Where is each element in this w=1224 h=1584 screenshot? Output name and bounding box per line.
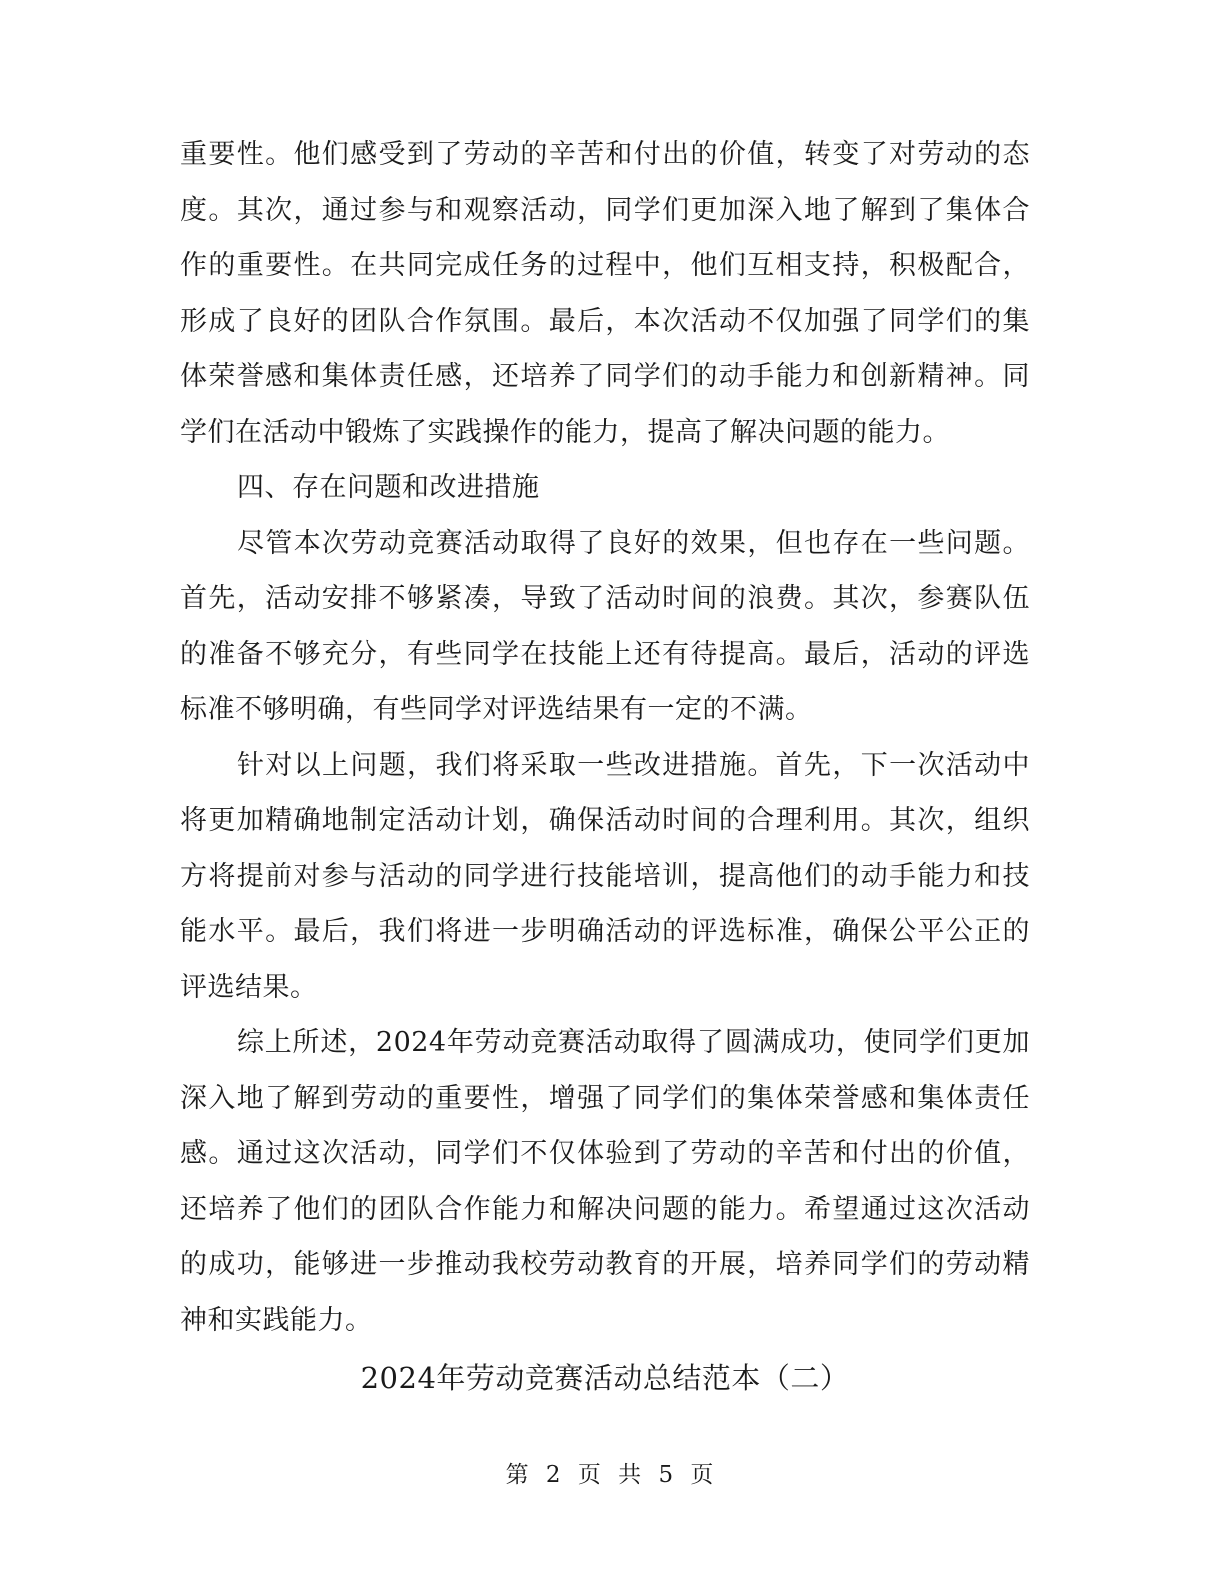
- paragraph-improvements: 针对以上问题，我们将采取一些改进措施。首先，下一次活动中将更加精确地制定活动计划，确保活动时间的合理利用。其次，组织方将提前对参与活动的同学进行技能培训，提高他们的动手能力和技能水平。最后，我们将进一步明确活动的评选标准，确保公平公正的评选结果。: [180, 749, 1030, 1003]
- section-title: 2024年劳动竞赛活动总结范本（二）: [360, 1361, 850, 1395]
- document-body: [180, 127, 1030, 1408]
- paragraph-problems: 尽管本次劳动竞赛活动取得了良好的效果，但也存在一些问题。首先，活动安排不够紧凑，导致了活动时间的浪费。其次，参赛队伍的准备不够充分，有些同学在技能上还有待提高。最后，活动的评选标准不够明确，有些同学对评选结果有一定的不满。: [180, 527, 1030, 725]
- paragraph-conclusion: 综上所述，2024年劳动竞赛活动取得了圆满成功，使同学们更加深入地了解到劳动的重要性，增强了同学们的集体荣誉感和集体责任感。通过这次活动，同学们不仅体验到了劳动的辛苦和付出的价值，还培养了他们的团队合作能力和解决问题的能力。希望通过这次活动的成功，能够进一步推动我校劳动教育的开展，培养同学们的劳动精神和实践能力。: [180, 1027, 1030, 1336]
- page-number-footer: 第 2 页 共 5 页: [505, 1462, 719, 1488]
- section-heading-issues: 四、存在问题和改进措施: [237, 472, 540, 503]
- paragraph-continuation: 重要性。他们感受到了劳动的辛苦和付出的价值，转变了对劳动的态度。其次，通过参与和观察活动，同学们更加深入地了解到了集体合作的重要性。在共同完成任务的过程中，他们互相支持，积极配合，形成了良好的团队合作氛围。最后，本次活动不仅加强了同学们的集体荣誉感和集体责任感，还培养了同学们的动手能力和创新精神。同学们在活动中锻炼了实践操作的能力，提高了解决问题的能力。: [180, 139, 1030, 448]
